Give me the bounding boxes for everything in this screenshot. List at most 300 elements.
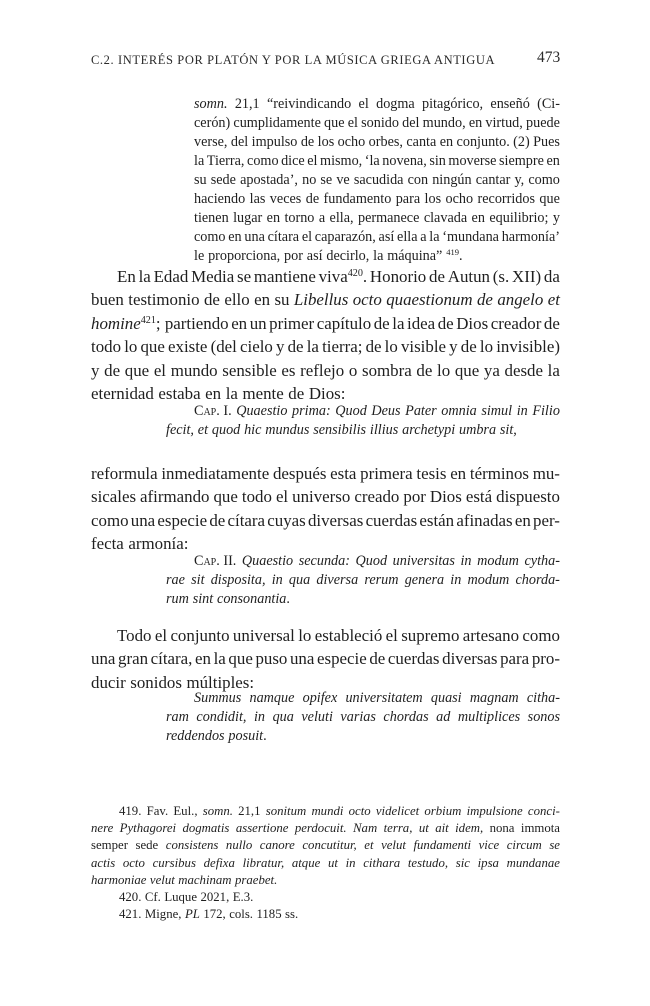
word-group <box>496 485 560 508</box>
text-line <box>91 335 560 358</box>
word: concutitur, <box>302 838 357 853</box>
word: fecit, <box>166 422 194 438</box>
word-group <box>307 335 319 358</box>
text-line <box>194 171 560 190</box>
word: “reivindicando <box>266 96 352 112</box>
text-line <box>166 552 560 571</box>
word: assertione <box>235 821 289 836</box>
word-group <box>226 837 252 854</box>
word-group <box>513 133 530 152</box>
word: . <box>458 248 463 264</box>
text-line <box>91 855 560 872</box>
word: diversas <box>442 649 498 669</box>
word-group <box>233 889 254 906</box>
word-group <box>336 171 349 190</box>
word: el <box>358 96 369 112</box>
word: qua <box>272 709 294 725</box>
word-group <box>214 647 226 670</box>
word-group <box>194 689 241 708</box>
word: ; partiendo <box>155 313 229 333</box>
word-group <box>362 359 412 382</box>
word-group <box>353 288 382 311</box>
word: Eul., <box>173 804 198 818</box>
word-group <box>423 114 466 133</box>
word: universitatem <box>345 690 423 706</box>
word: cantar <box>475 172 511 188</box>
word: dice <box>281 153 305 169</box>
word: Dios <box>429 487 462 507</box>
word-group <box>416 359 432 382</box>
paragraph-3 <box>91 624 560 694</box>
word: 172, <box>203 907 226 922</box>
word: chorda- <box>515 572 560 588</box>
word: archetypi <box>402 422 456 438</box>
word: rum <box>166 591 189 607</box>
word: que <box>454 360 480 380</box>
word-group <box>522 624 560 647</box>
word-group <box>119 906 141 923</box>
word-group <box>449 335 457 358</box>
word-group <box>154 265 189 288</box>
word-group <box>455 820 483 837</box>
word-group <box>485 114 522 133</box>
word-group <box>442 228 499 247</box>
word-group <box>238 803 260 820</box>
word: así <box>378 229 395 245</box>
word-group <box>182 820 229 837</box>
word-group <box>207 152 245 171</box>
word: nere <box>91 821 114 836</box>
word: conci- <box>527 804 560 818</box>
word-group <box>319 265 368 288</box>
word: mundi <box>311 804 344 818</box>
word-group <box>489 209 548 228</box>
word-group <box>224 288 249 311</box>
word: creador <box>490 313 542 333</box>
word: velut <box>149 872 175 887</box>
word: sacudida <box>353 172 404 188</box>
word-group <box>533 509 560 532</box>
word: ‘mundana <box>442 229 499 245</box>
word-group <box>528 708 560 727</box>
word-group <box>288 335 304 358</box>
word: y <box>91 360 100 380</box>
word-group <box>549 837 560 854</box>
word-group <box>326 247 369 266</box>
word-group <box>289 571 310 590</box>
word-group <box>512 265 541 288</box>
word: como <box>247 153 279 169</box>
word: ss. <box>285 907 299 922</box>
word: creado <box>354 487 400 507</box>
word-group <box>237 265 251 288</box>
word-group <box>438 312 454 335</box>
word-group <box>307 152 317 171</box>
word-group <box>91 288 124 311</box>
word: cursibus <box>152 855 196 870</box>
word: universal <box>232 626 295 645</box>
word-group <box>231 133 248 152</box>
word: siempre <box>499 153 544 169</box>
word-group <box>284 209 314 228</box>
text-line <box>91 906 560 923</box>
word-group <box>194 190 245 209</box>
word: como <box>91 510 129 530</box>
word: que <box>228 649 253 669</box>
word: la <box>547 360 560 380</box>
word-group <box>431 689 462 708</box>
word: tierra; <box>322 337 363 357</box>
word: invisible) <box>496 337 560 357</box>
word-group <box>150 872 175 889</box>
text-line <box>166 590 560 609</box>
word: Nam <box>353 821 378 836</box>
word-group <box>147 803 169 820</box>
word: ipsa <box>477 855 499 870</box>
word-group <box>413 837 471 854</box>
word: chordas <box>383 709 429 725</box>
word-group <box>194 114 230 133</box>
text-line <box>194 190 560 209</box>
word-group <box>244 228 265 247</box>
word-group <box>381 837 406 854</box>
word: cytha- <box>524 553 560 569</box>
word-group <box>340 708 375 727</box>
word-group <box>455 359 479 382</box>
word: sede <box>135 838 159 853</box>
word: Dios: <box>308 383 346 403</box>
word: en <box>205 383 222 403</box>
word: vice <box>478 838 500 853</box>
word-group <box>315 624 383 647</box>
word-group <box>267 509 305 532</box>
word-group <box>370 421 398 440</box>
word-group <box>401 335 446 358</box>
word: actis <box>91 855 116 870</box>
word: veluti <box>301 709 333 725</box>
word: orbes, <box>368 134 403 150</box>
word: 420. <box>119 889 142 904</box>
word: Cap. II. <box>194 553 237 569</box>
text-line <box>194 95 560 114</box>
word-group <box>255 647 287 670</box>
word-group <box>408 171 429 190</box>
word: libratur, <box>242 855 285 870</box>
word-group <box>170 624 229 647</box>
word-group <box>497 288 543 311</box>
word: términos <box>469 464 529 483</box>
word: los <box>317 134 335 150</box>
word: Libellus <box>293 290 349 310</box>
word-group <box>194 171 207 190</box>
quote-top <box>194 95 560 266</box>
word-group <box>420 228 426 247</box>
word-group <box>91 382 154 405</box>
word-group <box>481 402 512 421</box>
word-group <box>228 727 266 746</box>
word-group <box>507 837 542 854</box>
word-group <box>403 485 426 508</box>
word-group <box>91 359 99 382</box>
word-group <box>385 335 398 358</box>
word-group <box>349 359 357 382</box>
word: (2) <box>513 134 530 150</box>
word: afinadas <box>456 510 513 530</box>
word: in <box>450 572 462 588</box>
word: universitas <box>392 553 455 569</box>
word: . <box>286 591 290 607</box>
word-group <box>166 571 185 590</box>
word-group <box>348 114 358 133</box>
word: para <box>395 191 421 207</box>
word: una <box>91 649 116 669</box>
word-group <box>290 647 314 670</box>
word-group <box>384 820 413 837</box>
word-group <box>91 485 136 508</box>
word: omnia <box>441 403 477 419</box>
word: quasi <box>430 690 462 706</box>
word: 21,1 <box>238 804 261 818</box>
word-group <box>346 855 356 872</box>
word: está <box>465 487 493 507</box>
word: nullo <box>225 838 253 853</box>
word: mundo <box>170 360 218 380</box>
word-group <box>461 335 477 358</box>
word: puede <box>526 115 560 131</box>
word-group <box>499 152 544 171</box>
word: idem, <box>455 821 484 836</box>
word-group <box>458 708 520 727</box>
word: Edad <box>153 267 189 286</box>
word-group <box>470 462 529 485</box>
word-group <box>299 552 350 571</box>
word: en <box>514 510 531 530</box>
word-group <box>460 552 471 571</box>
word: fundamenti <box>413 838 472 853</box>
word-group <box>393 552 455 571</box>
word: quod <box>211 422 241 438</box>
word-group <box>405 402 437 421</box>
word-group <box>539 190 560 209</box>
word-group <box>273 462 326 485</box>
word-group <box>456 855 470 872</box>
word-group <box>273 708 294 727</box>
word: especie <box>317 649 367 669</box>
word-group <box>320 171 332 190</box>
word-group <box>302 228 312 247</box>
text-line <box>91 837 560 854</box>
word-group <box>171 359 218 382</box>
word: por <box>403 487 426 507</box>
word: Summus <box>194 690 242 706</box>
word-group <box>472 209 485 228</box>
word: ya <box>483 360 500 380</box>
word: mu- <box>532 464 560 483</box>
word: Media <box>191 267 235 286</box>
word: Quod <box>335 403 367 419</box>
word: et <box>197 422 209 438</box>
word: hic <box>244 422 262 438</box>
word: decirlo, <box>326 248 370 264</box>
word: diversa <box>316 572 359 588</box>
word-group <box>353 820 377 837</box>
word-group <box>370 265 426 288</box>
word: de <box>209 510 226 530</box>
word-group <box>369 133 403 152</box>
word-group <box>313 421 366 440</box>
word: lo <box>479 337 494 357</box>
word: diversas <box>307 510 364 530</box>
word: universo <box>292 487 351 507</box>
word: impulso <box>251 134 298 150</box>
word-group <box>502 228 560 247</box>
word: de <box>300 134 315 150</box>
word: ve <box>336 172 350 188</box>
word-group <box>91 855 115 872</box>
word: cielo <box>240 337 273 357</box>
word: 21,1 <box>234 96 260 112</box>
word: qua <box>288 572 311 588</box>
word-group <box>422 95 483 114</box>
word: el <box>154 626 168 645</box>
word: sit <box>191 572 205 588</box>
word: praebet. <box>235 872 278 887</box>
word-group <box>429 265 445 288</box>
word: disposita, <box>210 572 266 588</box>
word-group <box>407 312 435 335</box>
word-group <box>450 571 461 590</box>
word: ningún <box>432 172 472 188</box>
word: idea <box>407 313 436 333</box>
word-group <box>91 837 128 854</box>
word-group <box>194 209 229 228</box>
word-group <box>300 359 344 382</box>
word-group <box>446 190 474 209</box>
word-group <box>459 421 496 440</box>
word: el <box>153 360 167 380</box>
word-group <box>440 133 453 152</box>
word: 1185 <box>256 907 282 922</box>
word-group <box>533 462 560 485</box>
word-group <box>236 820 289 837</box>
word-group <box>91 462 158 485</box>
word: videlicet <box>375 804 420 818</box>
word-group <box>191 571 204 590</box>
word: de <box>543 313 560 333</box>
word: le <box>194 248 205 264</box>
word-group <box>546 152 559 171</box>
text-line <box>194 133 560 152</box>
word-group <box>371 402 400 421</box>
paragraph-1 <box>91 265 560 405</box>
word: recorridos <box>477 191 536 207</box>
text-line <box>91 889 560 906</box>
word-group <box>240 335 273 358</box>
word-group <box>250 190 266 209</box>
word: de <box>373 313 390 333</box>
footnote-ref: 421 <box>140 314 156 326</box>
word: et <box>364 838 374 853</box>
word-group <box>308 509 363 532</box>
word: harmoniae <box>91 872 147 887</box>
word: que <box>124 360 150 380</box>
word: sensible <box>222 360 277 380</box>
word: . <box>362 267 368 286</box>
word-group <box>436 708 450 727</box>
word: para <box>500 649 530 669</box>
word-group <box>442 647 497 670</box>
word: después <box>272 464 327 483</box>
word-group <box>467 803 523 820</box>
word: la <box>213 649 226 669</box>
word-group <box>493 265 509 288</box>
word-group <box>168 335 207 358</box>
word: y <box>552 210 560 226</box>
word: immota <box>520 821 560 836</box>
quote-latin <box>166 689 560 746</box>
word: en <box>228 229 242 245</box>
word: sombra <box>362 360 412 380</box>
word: viva <box>318 267 348 286</box>
word-group <box>166 708 189 727</box>
word: estaba <box>158 383 201 403</box>
word: Filio <box>532 403 560 419</box>
word-group <box>285 906 298 923</box>
word: semper <box>91 838 128 853</box>
word: in <box>516 403 528 419</box>
word-group <box>364 571 398 590</box>
word: una <box>289 649 315 669</box>
word-group <box>194 552 236 571</box>
word-group <box>178 872 231 889</box>
word-group <box>419 509 454 532</box>
word: las <box>249 191 266 207</box>
word: dogmatis <box>182 821 230 836</box>
word: y, <box>514 172 525 188</box>
word-group <box>91 820 113 837</box>
word-group <box>228 509 266 532</box>
word: o <box>348 360 358 380</box>
word: lo <box>437 360 451 380</box>
word-group <box>191 265 234 288</box>
word-group <box>276 335 284 358</box>
word-group <box>217 590 290 609</box>
word-group <box>231 312 247 335</box>
word: en <box>471 210 485 226</box>
word-group <box>195 647 211 670</box>
word: testimonio <box>128 290 200 310</box>
word-group <box>194 152 204 171</box>
word-group <box>437 359 450 382</box>
word-group <box>448 152 496 171</box>
word-group <box>397 228 417 247</box>
word: de <box>476 290 493 310</box>
text-line <box>194 152 560 171</box>
footnotes <box>91 803 560 923</box>
word-group <box>429 152 446 171</box>
word: como <box>528 172 560 188</box>
word: 2021, <box>200 889 230 904</box>
word-group <box>260 837 295 854</box>
word: a <box>318 210 326 226</box>
word-group <box>200 889 229 906</box>
word: con <box>407 172 429 188</box>
word-group <box>307 247 323 266</box>
word: el <box>275 487 289 507</box>
word: sonos <box>527 709 560 725</box>
word: genera <box>404 572 445 588</box>
word: fundamento <box>323 191 392 207</box>
